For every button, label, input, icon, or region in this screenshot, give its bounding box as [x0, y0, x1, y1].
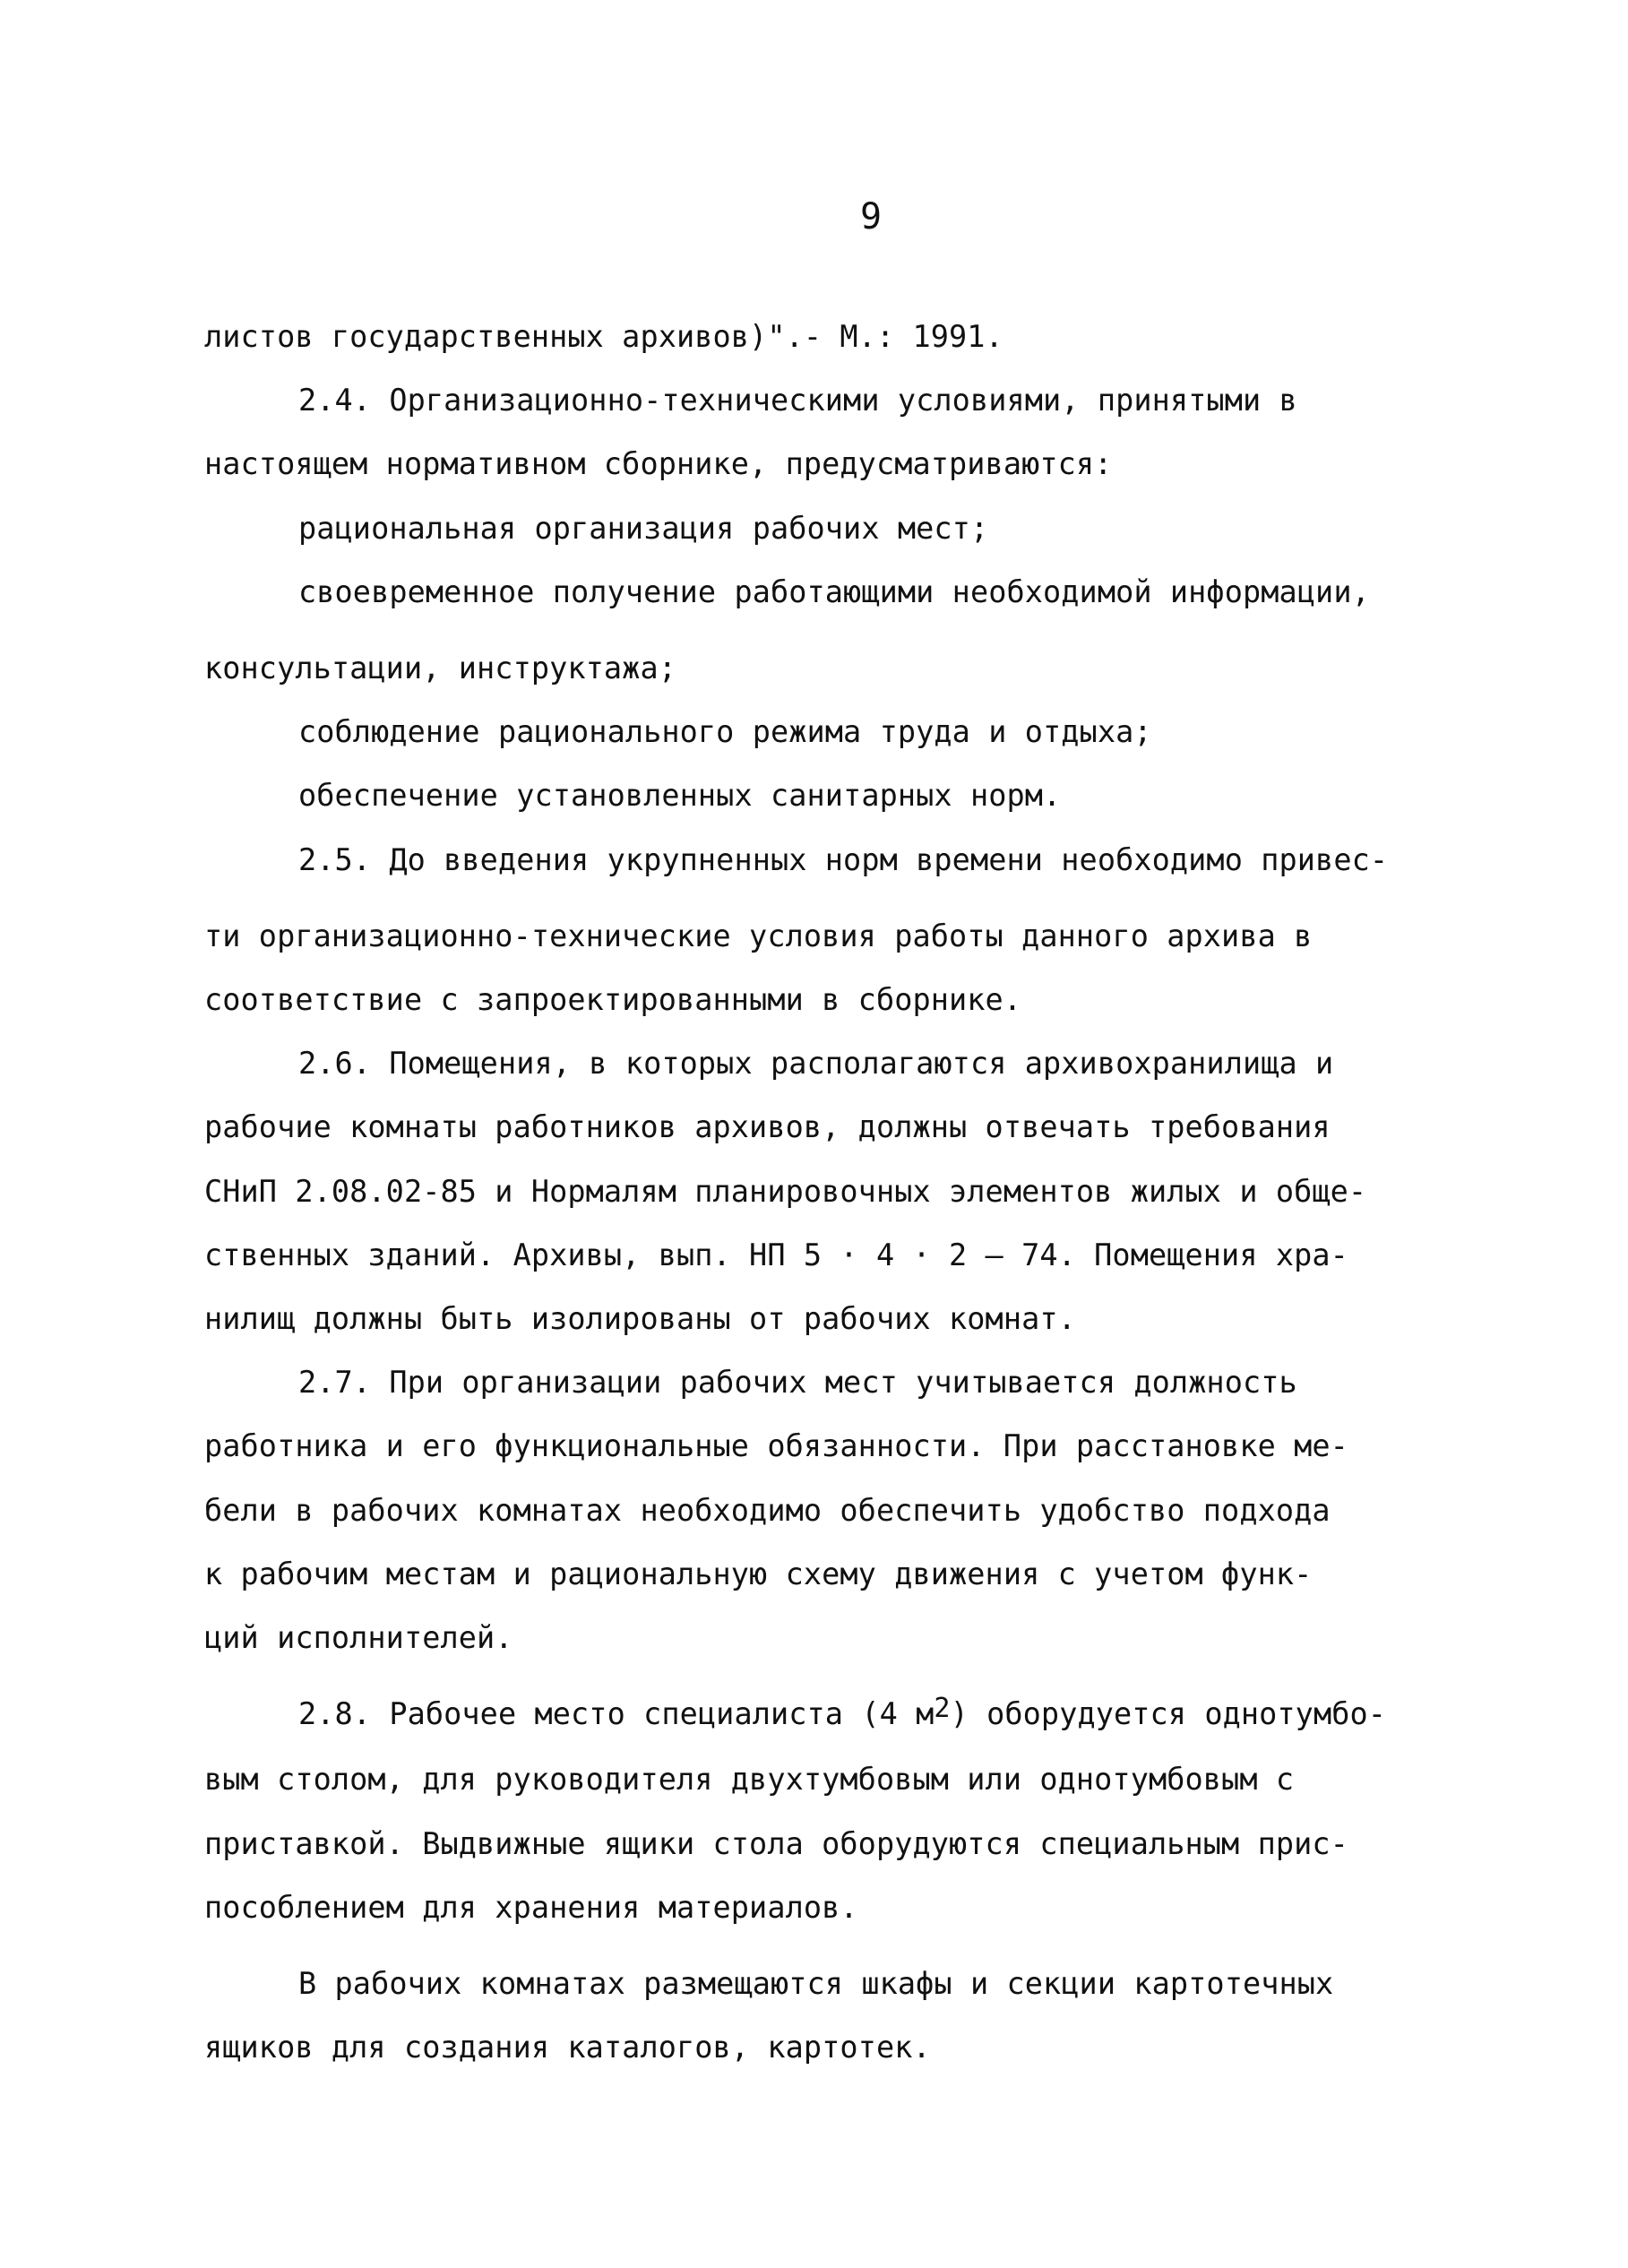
text-line: рабочие комнаты работников архивов, должны отвечать требования	[204, 1109, 1331, 1145]
paragraph-2-5-line: 2.5. До введения укрупненных норм времени необходимо привес-	[298, 841, 1389, 877]
text-line: нилищ должны быть изолированы от рабочих комнат.	[204, 1301, 1076, 1337]
list-item: рациональная организация рабочих мест;	[298, 510, 989, 546]
paragraph-2-8-line	[204, 1682, 1477, 1747]
text-line: пособлением для хранения материалов.	[204, 1889, 858, 1925]
text-line: вым столом, для руководителя двухтумбовым или однотумбовым с	[204, 1762, 1295, 1798]
text-line: бели в рабочих комнатах необходимо обеспечить удобство подхода	[204, 1492, 1331, 1528]
text-line: приставкой. Выдвижные ящики стола оборудуются специальным прис-	[204, 1825, 1348, 1861]
text-line: настоящем нормативном сборнике, предусматриваются:	[204, 446, 1113, 482]
page-number: 9	[860, 196, 883, 237]
text-line: консультации, инструктажа;	[204, 651, 676, 686]
text-fragment: 2.8. Рабочее место специалиста (4 м	[298, 1696, 935, 1732]
text-line: СНиП 2.08.02-85 и Нормалям планировочных элементов жилых и обще-	[204, 1173, 1367, 1209]
document-body	[204, 305, 1477, 2079]
text-line: соответствие с запроектированными в сборнике.	[204, 982, 1022, 1018]
list-item: соблюдение рационального режима труда и отдыха;	[298, 714, 1152, 750]
paragraph-line: В рабочих комнатах размещаются шкафы и секции картотечных	[298, 1966, 1334, 2002]
text-line: работника и его функциональные обязанности. При расстановке ме-	[204, 1428, 1348, 1464]
text-line: листов государственных архивов)".- М.: 1991.	[204, 319, 1004, 354]
paragraph-2-4-line: 2.4. Организационно-техническими условиями, принятыми в	[298, 383, 1297, 418]
text-line: к рабочим местам и рациональную схему движения с учетом функ-	[204, 1556, 1313, 1591]
list-item: своевременное получение работающими необходимой информации,	[298, 573, 1370, 609]
text-line: ственных зданий. Архивы, вып. НП 5 · 4 · 2 – 74. Помещения хра-	[204, 1237, 1348, 1272]
paragraph-2-6-line: 2.6. Помещения, в которых располагаются архивохранилища и	[298, 1046, 1334, 1082]
text-line: ций исполнителей.	[204, 1620, 513, 1656]
list-item: обеспечение установленных санитарных норм.	[298, 778, 1062, 814]
superscript-exponent: 2	[934, 1693, 951, 1725]
text-line: ящиков для создания каталогов, картотек.	[204, 2030, 931, 2065]
text-fragment: ) оборудуется однотумбо-	[950, 1696, 1387, 1732]
text-line: ти организационно-технические условия работы данного архива в	[204, 918, 1313, 953]
paragraph-2-7-line: 2.7. При организации рабочих мест учитывается должность	[298, 1365, 1297, 1401]
